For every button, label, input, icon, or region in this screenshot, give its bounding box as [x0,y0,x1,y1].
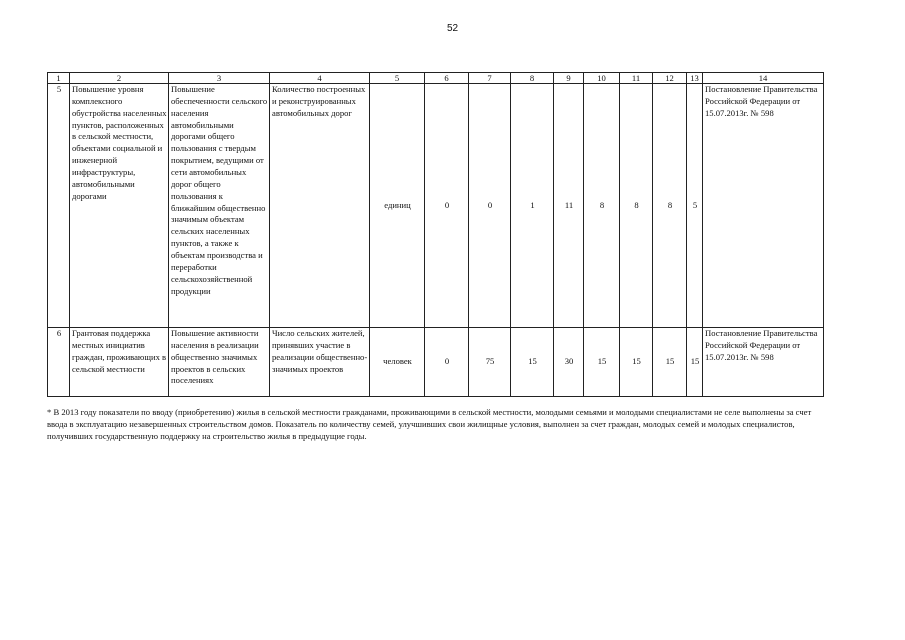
header-cell: 6 [425,73,469,84]
header-cell: 4 [270,73,370,84]
header-cell: 8 [511,73,554,84]
page-number: 52 [446,23,459,34]
value-cell: 15 [584,328,620,397]
header-cell: 11 [620,73,653,84]
header-cell: 12 [653,73,687,84]
header-cell: 5 [370,73,425,84]
header-cell: 9 [554,73,584,84]
value-cell: 0 [469,84,511,328]
table-row [48,328,824,397]
indicator-cell: Число сельских жителей, принявших участие в реализации общественно-значимых проектов [270,328,370,397]
header-cell: 1 [48,73,70,84]
value-cell: 15 [687,328,703,397]
value-cell: 8 [620,84,653,328]
row-number: 5 [48,84,70,328]
header-cell: 3 [169,73,270,84]
unit-cell: человек [370,328,425,397]
header-cell: 14 [703,73,824,84]
goal-cell: Повышение обеспеченности сельского населения автомобильными дорогами общего пользования с твердым покрытием, ведущими от сети автомобильных дорог общего пользования к ближайшим общественно значимым объектам сельских населенных пунктов, а также к объектам производства и переработки сельскохозяйственной продукции [169,84,270,328]
header-cell: 2 [70,73,169,84]
value-cell: 15 [620,328,653,397]
indicator-cell: Количество построенных и реконструированных автомобильных дорог [270,84,370,328]
value-cell: 5 [687,84,703,328]
footnote: * В 2013 году показатели по вводу (приобретению) жилья в сельской местности гражданами, проживающими в сельской местности, молодыми семьями и молодыми специалистами не селе выполнены за счет ввода в эксплуатацию незавершенных строительством домов. Показатель по количеству семей, улучшивших свои жилищные условия, выполнен за счет граждан, молодых семей и молодых специалистов, получивших государственную поддержку на строительство жилья в предыдущие годы. [47,407,812,441]
value-cell: 11 [554,84,584,328]
value-cell: 15 [653,328,687,397]
value-cell: 8 [584,84,620,328]
header-cell: 10 [584,73,620,84]
value-cell: 1 [511,84,554,328]
table-header-row [48,73,824,84]
unit-cell: единиц [370,84,425,328]
task-cell: Грантовая поддержка местных инициатив граждан, проживающих в сельской местности [70,328,169,397]
source-cell: Постановление Правительства Российской Федерации от 15.07.2013г. № 598 [703,328,824,397]
goal-cell: Повышение активности населения в реализации общественно значимых проектов в сельских поселениях [169,328,270,397]
header-cell: 13 [687,73,703,84]
value-cell: 30 [554,328,584,397]
value-cell: 0 [425,84,469,328]
row-number: 6 [48,328,70,397]
table-row [48,84,824,328]
value-cell: 15 [511,328,554,397]
value-cell: 8 [653,84,687,328]
value-cell: 75 [469,328,511,397]
source-cell: Постановление Правительства Российской Федерации от 15.07.2013г. № 598 [703,84,824,328]
task-cell: Повышение уровня комплексного обустройства населенных пунктов, расположенных в сельской местности, объектами социальной и инженерной инфраструктуры, автомобильными дорогами [70,84,169,328]
value-cell: 0 [425,328,469,397]
indicators-table [47,72,824,397]
header-cell: 7 [469,73,511,84]
